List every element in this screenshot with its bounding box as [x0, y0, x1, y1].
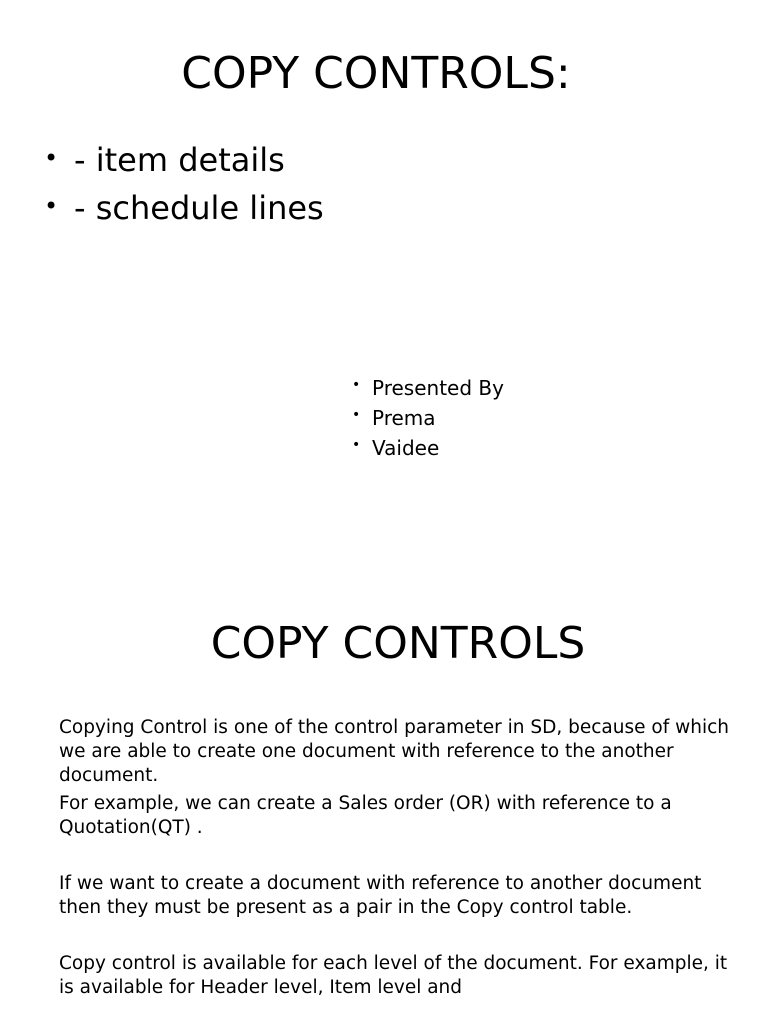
- bullet-icon: •: [44, 192, 59, 220]
- presenter-item: [352, 376, 504, 406]
- bullet-icon: •: [352, 437, 361, 453]
- bullet-text: - item details: [74, 141, 285, 179]
- presenters-list: [352, 376, 504, 466]
- slide-1-bullet-list: [44, 140, 324, 236]
- presenter-text: Vaidee: [372, 436, 440, 460]
- bullet-icon: •: [352, 377, 361, 393]
- presenter-text: Prema: [372, 406, 436, 430]
- body-paragraph: If we want to create a document with reference to another document then they must be present as a pair in the Copy control table.: [59, 873, 702, 918]
- bullet-icon: •: [44, 144, 59, 172]
- body-paragraph: Copying Control is one of the control parameter in SD, because of which we are able to create one document with reference to the another document.: [59, 717, 730, 786]
- presenter-text: Presented By: [372, 376, 504, 400]
- bullet-text: - schedule lines: [74, 189, 324, 227]
- body-paragraph: For example, we can create a Sales order (OR) with reference to a Quotation(QT) .: [59, 793, 672, 838]
- slide-1-title: COPY CONTROLS:: [181, 48, 571, 99]
- bullet-item: [44, 188, 324, 236]
- body-paragraph: Copy control is available for each level of the document. For example, it is available for Header level, Item level and: [59, 953, 728, 998]
- presenter-item: [352, 406, 504, 436]
- slide-2-title: COPY CONTROLS: [210, 618, 586, 669]
- slide-2-body: [59, 716, 729, 1000]
- presenter-item: [352, 436, 504, 466]
- bullet-item: [44, 140, 324, 188]
- bullet-icon: •: [352, 407, 361, 423]
